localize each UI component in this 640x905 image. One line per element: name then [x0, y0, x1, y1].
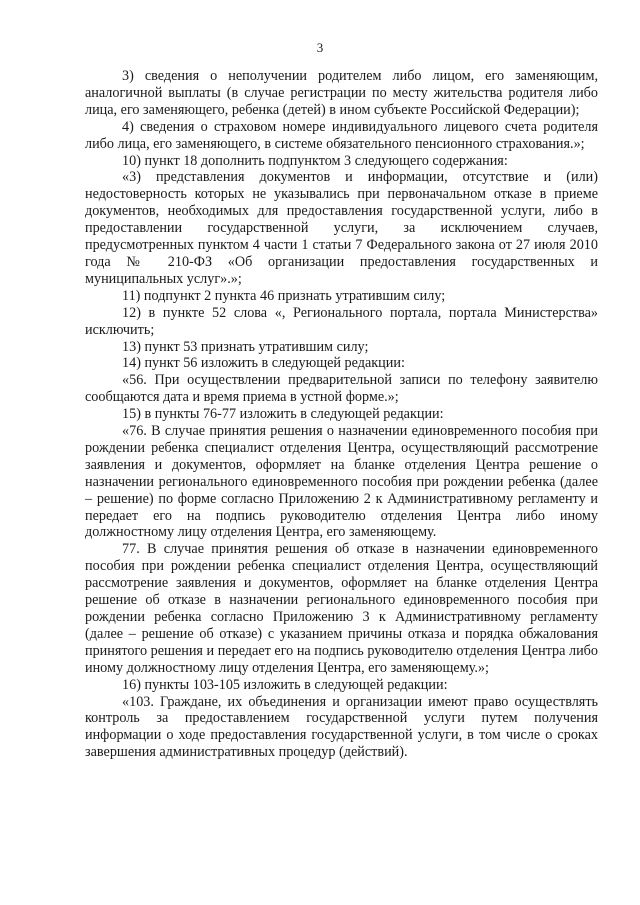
paragraph-quoted-subitem-3: «3) представления документов и информации, отсутствие и (или) недостоверность которых не указывались при первоначальном отказе в приеме документов, необходимых для предоставления государственной услуги, либо в предоставлении государственной услуги, за исключением случаев, предусмотренных пунктом 4 части 1 статьи 7 Федерального закона от 27 июля 2010 года № 210-ФЗ «Об организации предоставления государственных и муниципальных услуг».»; — [85, 169, 598, 287]
paragraph-quoted-point-56: «56. При осуществлении предварительной записи по телефону заявителю сообщаются дата и время приема в устной форме.»; — [85, 372, 598, 406]
paragraph-amendment-14: 14) пункт 56 изложить в следующей редакции: — [122, 355, 405, 372]
paragraph-quoted-point-103: «103. Граждане, их объединения и организации имеют право осуществлять контроль за предоставлением государственной услуги путем получения информации о ходе предоставления государственной услуги, в том числе о сроках завершения административных процедур (действий). — [85, 693, 598, 761]
page-number: 3 — [316, 40, 324, 55]
paragraph-amendment-13: 13) пункт 53 признать утратившим силу; — [122, 338, 369, 355]
paragraph-amendment-15: 15) в пункты 76-77 изложить в следующей редакции: — [122, 406, 444, 423]
paragraph-item-4: 4) сведения о страховом номере индивидуального лицевого счета родителя либо лица, его заменяющего, в системе обязательного пенсионного страхования.»; — [85, 118, 598, 152]
paragraph-item-3: 3) сведения о неполучении родителем либо лицом, его заменяющим, аналогичной выплаты (в случае регистрации по месту жительства родителя либо лица, его заменяющего, ребенка (детей) в ином субъекте Российской Федерации); — [85, 68, 598, 118]
paragraph-quoted-point-77: 77. В случае принятия решения об отказе в назначении единовременного пособия при рождении ребенка специалист отделения Центра, осуществляющий рассмотрение заявления и документов, оформляет на бланке отделения Центра решение об отказе в назначении регионального единовременного пособия при рождении ребенка согласно Приложению 3 к Административному регламенту (далее – решение об отказе) с указанием причины отказа и порядка обжалования принятого решения и передает его на подпись руководителю отделения Центра либо иному должностному лицу отделения Центра, его заменяющему.»; — [85, 541, 598, 676]
paragraph-amendment-11: 11) подпункт 2 пункта 46 признать утратившим силу; — [122, 287, 446, 304]
document-body — [85, 68, 598, 761]
paragraph-quoted-point-76: «76. В случае принятия решения о назначении единовременного пособия при рождении ребенка специалист отделения Центра, осуществляющий рассмотрение заявления и документов, оформляет на бланке отделения Центра решение о назначении регионального единовременного пособия при рождении ребенка (далее – решение) по форме согласно Приложению 2 к Административному регламенту и передает его на подпись руководителю отделения Центра либо иному должностному лицу отделения Центра, его заменяющему. — [85, 423, 598, 541]
paragraph-amendment-12: 12) в пункте 52 слова «, Регионального портала, портала Министерства» исключить; — [85, 304, 598, 338]
paragraph-amendment-10: 10) пункт 18 дополнить подпунктом 3 следующего содержания: — [122, 152, 508, 169]
paragraph-amendment-16: 16) пункты 103-105 изложить в следующей редакции: — [122, 676, 448, 693]
